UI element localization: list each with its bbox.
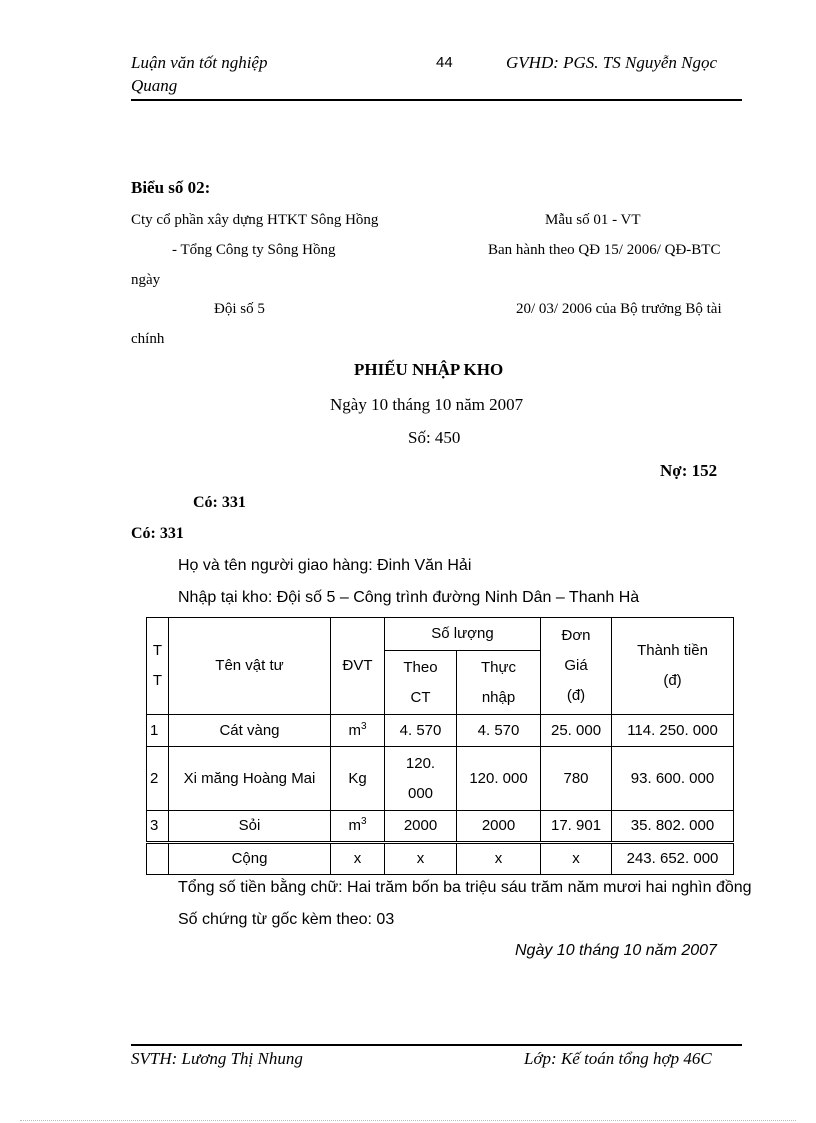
issued-by: Ban hành theo QĐ 15/ 2006/ QĐ-BTC	[488, 242, 721, 258]
header-advisor: GVHD: PGS. TS Nguyễn Ngọc	[506, 53, 718, 72]
footer-student: SVTH: Lương Thị Nhung	[131, 1049, 303, 1068]
page-number: 44	[436, 54, 453, 71]
page-bottom-edge	[20, 1120, 796, 1121]
col-header-unit: ĐVT	[331, 618, 385, 715]
parent-company: - Tổng Công ty Sông Hồng	[172, 242, 336, 258]
company-name: Cty cổ phần xây dựng HTKT Sông Hồng	[131, 212, 379, 228]
table-total-row: Cộng x x x x 243. 652. 000	[147, 843, 734, 875]
amount-in-words: Tổng số tiền bằng chữ: Hai trăm bốn ba triệu sáu trăm năm mươi hai nghìn đồng	[178, 879, 752, 896]
footer-class: Lớp: Kế toán tổng hợp 46C	[524, 1049, 712, 1068]
header-thesis-title: Luận văn tốt nghiệp	[131, 53, 268, 72]
col-header-qty-doc: Theo CT	[385, 651, 457, 715]
document-title: PHIẾU NHẬP KHO	[354, 360, 504, 379]
footer-rule	[131, 1044, 742, 1046]
col-header-name: Tên vật tư	[169, 618, 331, 715]
form-label: Biểu số 02:	[131, 178, 211, 197]
header-advisor-wrap: Quang	[131, 76, 178, 95]
document-date: Ngày 10 tháng 10 năm 2007	[330, 395, 524, 414]
issued-date-wrap: chính	[131, 331, 165, 347]
attachments-count: Số chứng từ gốc kèm theo: 03	[178, 911, 395, 928]
credit-account: Có: 331	[131, 525, 184, 542]
issued-wrap: ngày	[131, 272, 161, 288]
col-header-price: Đơn Giá (đ)	[541, 618, 612, 715]
col-header-qty-actual: Thực nhập	[457, 651, 541, 715]
signature-date: Ngày 10 tháng 10 năm 2007	[515, 942, 717, 959]
template-number: Mẫu số 01 - VT	[545, 212, 641, 228]
document-number: Số: 450	[408, 428, 461, 447]
warehouse-line: Nhập tại kho: Đội số 5 – Công trình đường Ninh Dân – Thanh Hà	[178, 589, 640, 606]
col-header-tt: T T	[147, 618, 169, 715]
team-name: Đội số 5	[214, 301, 265, 317]
table-row: 2 Xi măng Hoàng Mai Kg 120. 000 120. 000 780 93. 600. 000	[147, 747, 734, 811]
col-header-quantity: Số lượng	[385, 618, 541, 651]
table-row: 3 Sỏi $m^3$ 2000 2000 17. 901 35. 802. 000	[147, 811, 734, 843]
receipt-table	[146, 617, 734, 875]
debit-account: Nợ: 152	[660, 461, 718, 480]
header-rule	[131, 99, 742, 101]
deliverer-line: Họ và tên người giao hàng: Đinh Văn Hải	[178, 557, 472, 574]
table-row: 1 Cát vàng $m^3$ 4. 570 4. 570 25. 000 114. 250. 000	[147, 715, 734, 747]
col-header-amount: Thành tiền (đ)	[612, 618, 734, 715]
credit-account-indented: Có: 331	[193, 494, 246, 511]
issued-date: 20/ 03/ 2006 của Bộ trưởng Bộ tài	[516, 301, 722, 317]
